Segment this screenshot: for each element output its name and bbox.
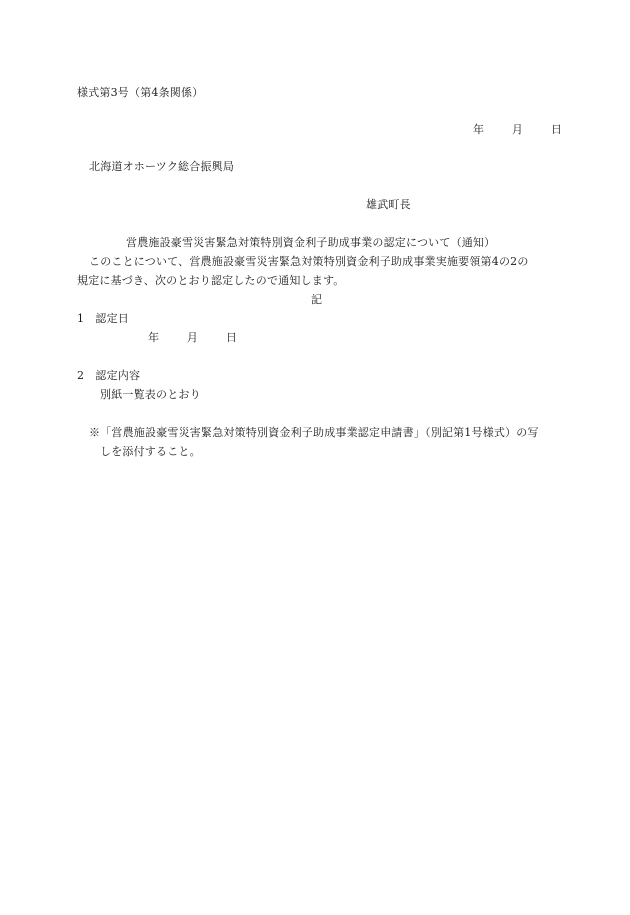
sender: 雄武町長 [366,198,411,211]
body-line-1: このことについて、営農施設豪雪災害緊急対策特別資金利子助成事業実施要領第4の2の [89,255,529,268]
section-2-heading: 2 認定内容 [77,369,141,382]
date-day: 日 [550,123,563,136]
note-line-1: ※「営農施設豪雪災害緊急対策特別資金利子助成事業認定申請書」（別記第1号様式）の写 [89,426,539,439]
form-number: 様式第3号（第4条関係） [77,86,204,99]
date-line [473,124,562,135]
section-2-content: 別紙一覧表のとおり [100,388,201,401]
date-month: 月 [511,123,524,136]
note-line-2: しを添付すること。 [100,445,201,458]
certification-date [148,332,237,343]
section-1-heading: 1 認定日 [77,312,129,325]
cert-month: 月 [186,331,199,344]
cert-day: 日 [225,331,238,344]
recipient: 北海道オホーツク総合振興局 [89,160,235,173]
document-title: 営農施設豪雪災害緊急対策特別資金利子助成事業の認定について（通知） [126,236,496,249]
ki-marker: 記 [311,293,323,306]
date-year: 年 [473,123,485,136]
cert-year: 年 [148,331,160,344]
body-line-2: 規定に基づき、次のとおり認定したので通知します。 [77,274,345,287]
